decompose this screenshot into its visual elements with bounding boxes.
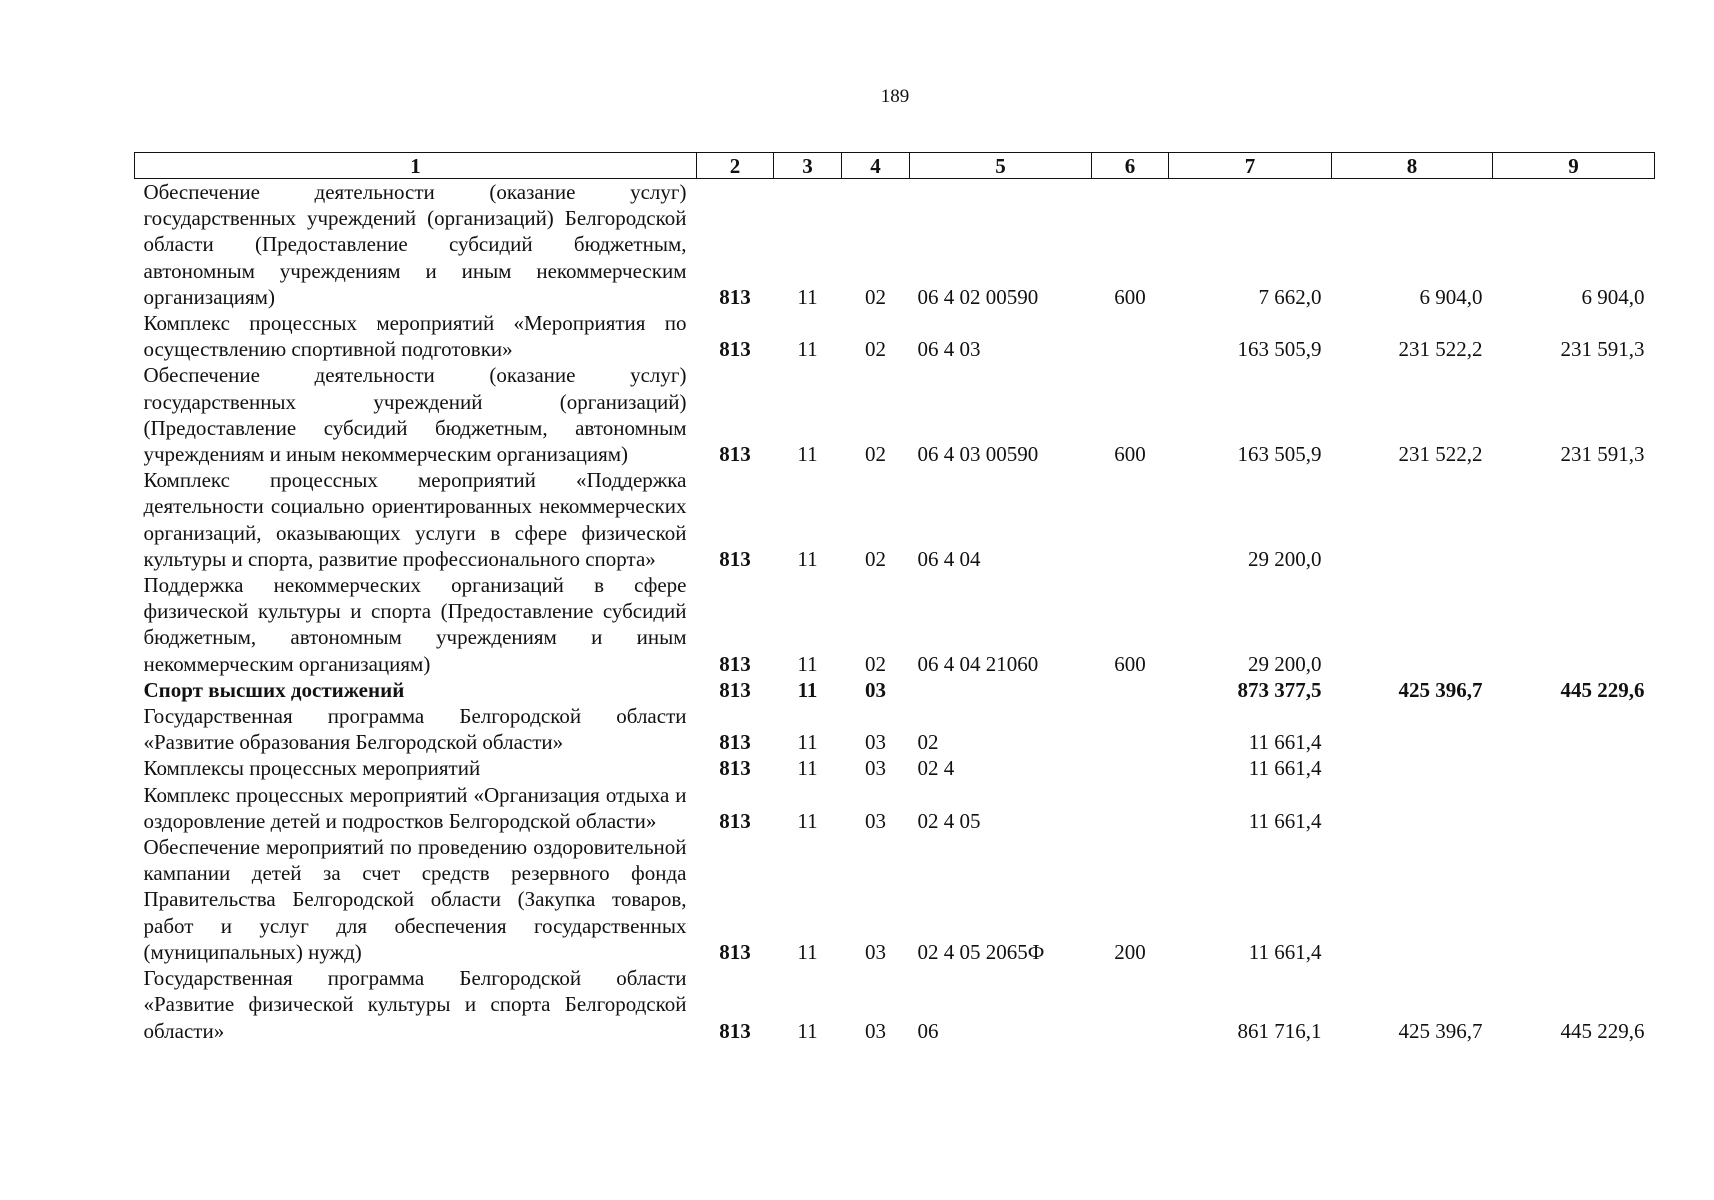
- column-header-7: 7: [1169, 153, 1332, 179]
- cell-amount-col7: 7 662,0: [1258, 284, 1322, 309]
- table-row: [135, 467, 1655, 572]
- cell-amount-col8: 425 396,7: [1398, 677, 1483, 702]
- cell-code: 813: [719, 939, 751, 964]
- cell-subsection: 03: [865, 730, 886, 755]
- column-header-1: 1: [135, 153, 697, 179]
- cell-code: 813: [719, 677, 751, 702]
- cell-amount-col7: 861 716,1: [1237, 1018, 1322, 1043]
- cell-target-article: 06 4 02 00590: [917, 284, 1039, 309]
- cell-section: 11: [797, 808, 818, 833]
- cell-amount-col9: 231 591,3: [1560, 337, 1645, 362]
- cell-target-article: 06: [917, 1018, 939, 1043]
- cell-section: 11: [797, 651, 818, 676]
- cell-expense-type: [1092, 677, 1169, 703]
- cell-amount-col8: 6 904,0: [1419, 284, 1483, 309]
- cell-amount-col9: 231 591,3: [1560, 442, 1645, 467]
- cell-code: 813: [719, 337, 751, 362]
- column-header-3: 3: [774, 153, 842, 179]
- table-row: [135, 310, 1655, 362]
- cell-expense-type: [1092, 782, 1169, 834]
- cell-section: 11: [797, 442, 818, 467]
- row-description: Поддержка некоммерческих организаций в сфере физической культуры и спорта (Предоставление субсидий бюджетным, автономным учреждениям и иным некоммерческим организациям): [143, 573, 687, 676]
- cell-expense-type: 600: [1114, 442, 1146, 467]
- cell-subsection: 02: [865, 651, 886, 676]
- cell-expense-type: [1092, 467, 1169, 572]
- cell-amount-col7: 163 505,9: [1237, 442, 1322, 467]
- cell-expense-type: [1092, 755, 1169, 781]
- cell-code: 813: [719, 808, 751, 833]
- row-description: Комплекс процессных мероприятий «Мероприятия по осуществлению спортивной подготовки»: [143, 311, 687, 362]
- cell-amount-col8: [1332, 703, 1493, 755]
- cell-expense-type: [1092, 965, 1169, 1044]
- cell-target-article: 06 4 04: [917, 546, 981, 571]
- cell-amount-col7: 11 661,4: [1248, 808, 1322, 833]
- cell-section: 11: [797, 756, 818, 781]
- table-row: [135, 965, 1655, 1044]
- table-row: [135, 703, 1655, 755]
- row-description: Обеспечение мероприятий по проведению оздоровительной кампании детей за счет средств резервного фонда Правительства Белгородской области (Закупка товаров, работ и услуг для обеспечения государственных (муниципальных) нужд): [143, 835, 687, 964]
- header-row: [135, 153, 1655, 179]
- table-row: [135, 677, 1655, 703]
- cell-amount-col8: [1332, 572, 1493, 677]
- cell-expense-type: [1092, 703, 1169, 755]
- page-number: 189: [880, 86, 910, 107]
- cell-target-article: [910, 677, 1092, 703]
- cell-section: 11: [797, 1018, 818, 1043]
- cell-amount-col7: 163 505,9: [1237, 337, 1322, 362]
- cell-subsection: 02: [865, 337, 886, 362]
- table-body: [135, 179, 1655, 1044]
- cell-amount-col8: [1332, 782, 1493, 834]
- cell-amount-col9: [1493, 755, 1655, 781]
- cell-amount-col8: [1332, 467, 1493, 572]
- cell-section: 11: [797, 546, 818, 571]
- cell-expense-type: 600: [1114, 651, 1146, 676]
- cell-amount-col9: [1493, 467, 1655, 572]
- cell-target-article: 02 4: [917, 756, 955, 781]
- column-header-6: 6: [1092, 153, 1169, 179]
- column-header-4: 4: [842, 153, 910, 179]
- cell-subsection: 03: [865, 756, 886, 781]
- column-header-2: 2: [697, 153, 774, 179]
- budget-table: [134, 152, 1655, 1044]
- cell-section: 11: [797, 284, 818, 309]
- table-row: [135, 572, 1655, 677]
- cell-amount-col7: 29 200,0: [1248, 546, 1322, 571]
- row-description: Комплекс процессных мероприятий «Организация отдыха и оздоровление детей и подростков Белгородской области»: [143, 782, 687, 833]
- cell-subsection: 03: [865, 677, 886, 702]
- cell-subsection: 02: [865, 546, 886, 571]
- cell-amount-col9: 445 229,6: [1560, 677, 1645, 702]
- cell-subsection: 03: [865, 1018, 886, 1043]
- column-header-8: 8: [1332, 153, 1493, 179]
- cell-code: 813: [719, 546, 751, 571]
- cell-amount-col8: 231 522,2: [1398, 337, 1483, 362]
- cell-amount-col7: 11 661,4: [1248, 939, 1322, 964]
- row-description: Комплекс процессных мероприятий «Поддержка деятельности социально ориентированных некоммерческих организаций, оказывающих услуги в сфере физической культуры и спорта, развитие профессионального спорта»: [143, 468, 687, 571]
- table-row: [135, 782, 1655, 834]
- cell-amount-col7: 873 377,5: [1237, 677, 1322, 702]
- cell-target-article: 06 4 03 00590: [917, 442, 1039, 467]
- cell-code: 813: [719, 730, 751, 755]
- cell-amount-col9: [1493, 782, 1655, 834]
- row-description: Обеспечение деятельности (оказание услуг) государственных учреждений (организаций) Белгородской области (Предоставление субсидий бюджетным, автономным учреждениям и иным некоммерческим организациям): [143, 180, 687, 309]
- cell-amount-col9: [1493, 703, 1655, 755]
- cell-expense-type: 600: [1114, 284, 1146, 309]
- row-description: Комплексы процессных мероприятий: [143, 756, 481, 781]
- cell-subsection: 03: [865, 939, 886, 964]
- cell-code: 813: [719, 756, 751, 781]
- cell-amount-col7: 29 200,0: [1248, 651, 1322, 676]
- cell-section: 11: [797, 337, 818, 362]
- cell-target-article: 06 4 03: [917, 337, 981, 362]
- row-description: Спорт высших достижений: [143, 677, 405, 702]
- column-header-5: 5: [910, 153, 1092, 179]
- cell-target-article: 06 4 04 21060: [917, 651, 1039, 676]
- cell-amount-col9: [1493, 834, 1655, 965]
- cell-section: 11: [797, 677, 818, 702]
- table-row: [135, 362, 1655, 467]
- cell-section: 11: [797, 939, 818, 964]
- cell-subsection: 02: [865, 442, 886, 467]
- cell-target-article: 02: [917, 730, 939, 755]
- cell-subsection: 02: [865, 284, 886, 309]
- row-description: Государственная программа Белгородской области «Развитие физической культуры и спорта Белгородской области»: [143, 966, 687, 1043]
- cell-target-article: 02 4 05: [917, 808, 981, 833]
- cell-amount-col9: [1493, 572, 1655, 677]
- cell-amount-col9: 445 229,6: [1560, 1018, 1645, 1043]
- row-description: Обеспечение деятельности (оказание услуг) государственных учреждений (организаций) (Предоставление субсидий бюджетным, автономным учреждениям и иным некоммерческим организациям): [143, 363, 687, 467]
- row-description: Государственная программа Белгородской области «Развитие образования Белгородской области»: [143, 704, 687, 755]
- cell-subsection: 03: [865, 808, 886, 833]
- table-row: [135, 755, 1655, 781]
- cell-code: 813: [719, 284, 751, 309]
- cell-expense-type: 200: [1114, 939, 1146, 964]
- cell-expense-type: [1092, 310, 1169, 362]
- cell-section: 11: [797, 730, 818, 755]
- column-header-9: 9: [1493, 153, 1655, 179]
- cell-amount-col7: 11 661,4: [1248, 730, 1322, 755]
- cell-amount-col8: [1332, 755, 1493, 781]
- cell-code: 813: [719, 651, 751, 676]
- cell-amount-col8: [1332, 834, 1493, 965]
- table-row: [135, 834, 1655, 965]
- cell-amount-col8: 425 396,7: [1398, 1018, 1483, 1043]
- cell-amount-col8: 231 522,2: [1398, 442, 1483, 467]
- cell-target-article: 02 4 05 2065Ф: [917, 939, 1045, 964]
- cell-amount-col9: 6 904,0: [1581, 284, 1645, 309]
- table-header: [135, 153, 1655, 179]
- table-row: [135, 179, 1655, 311]
- cell-code: 813: [719, 1018, 751, 1043]
- cell-amount-col7: 11 661,4: [1248, 756, 1322, 781]
- cell-code: 813: [719, 442, 751, 467]
